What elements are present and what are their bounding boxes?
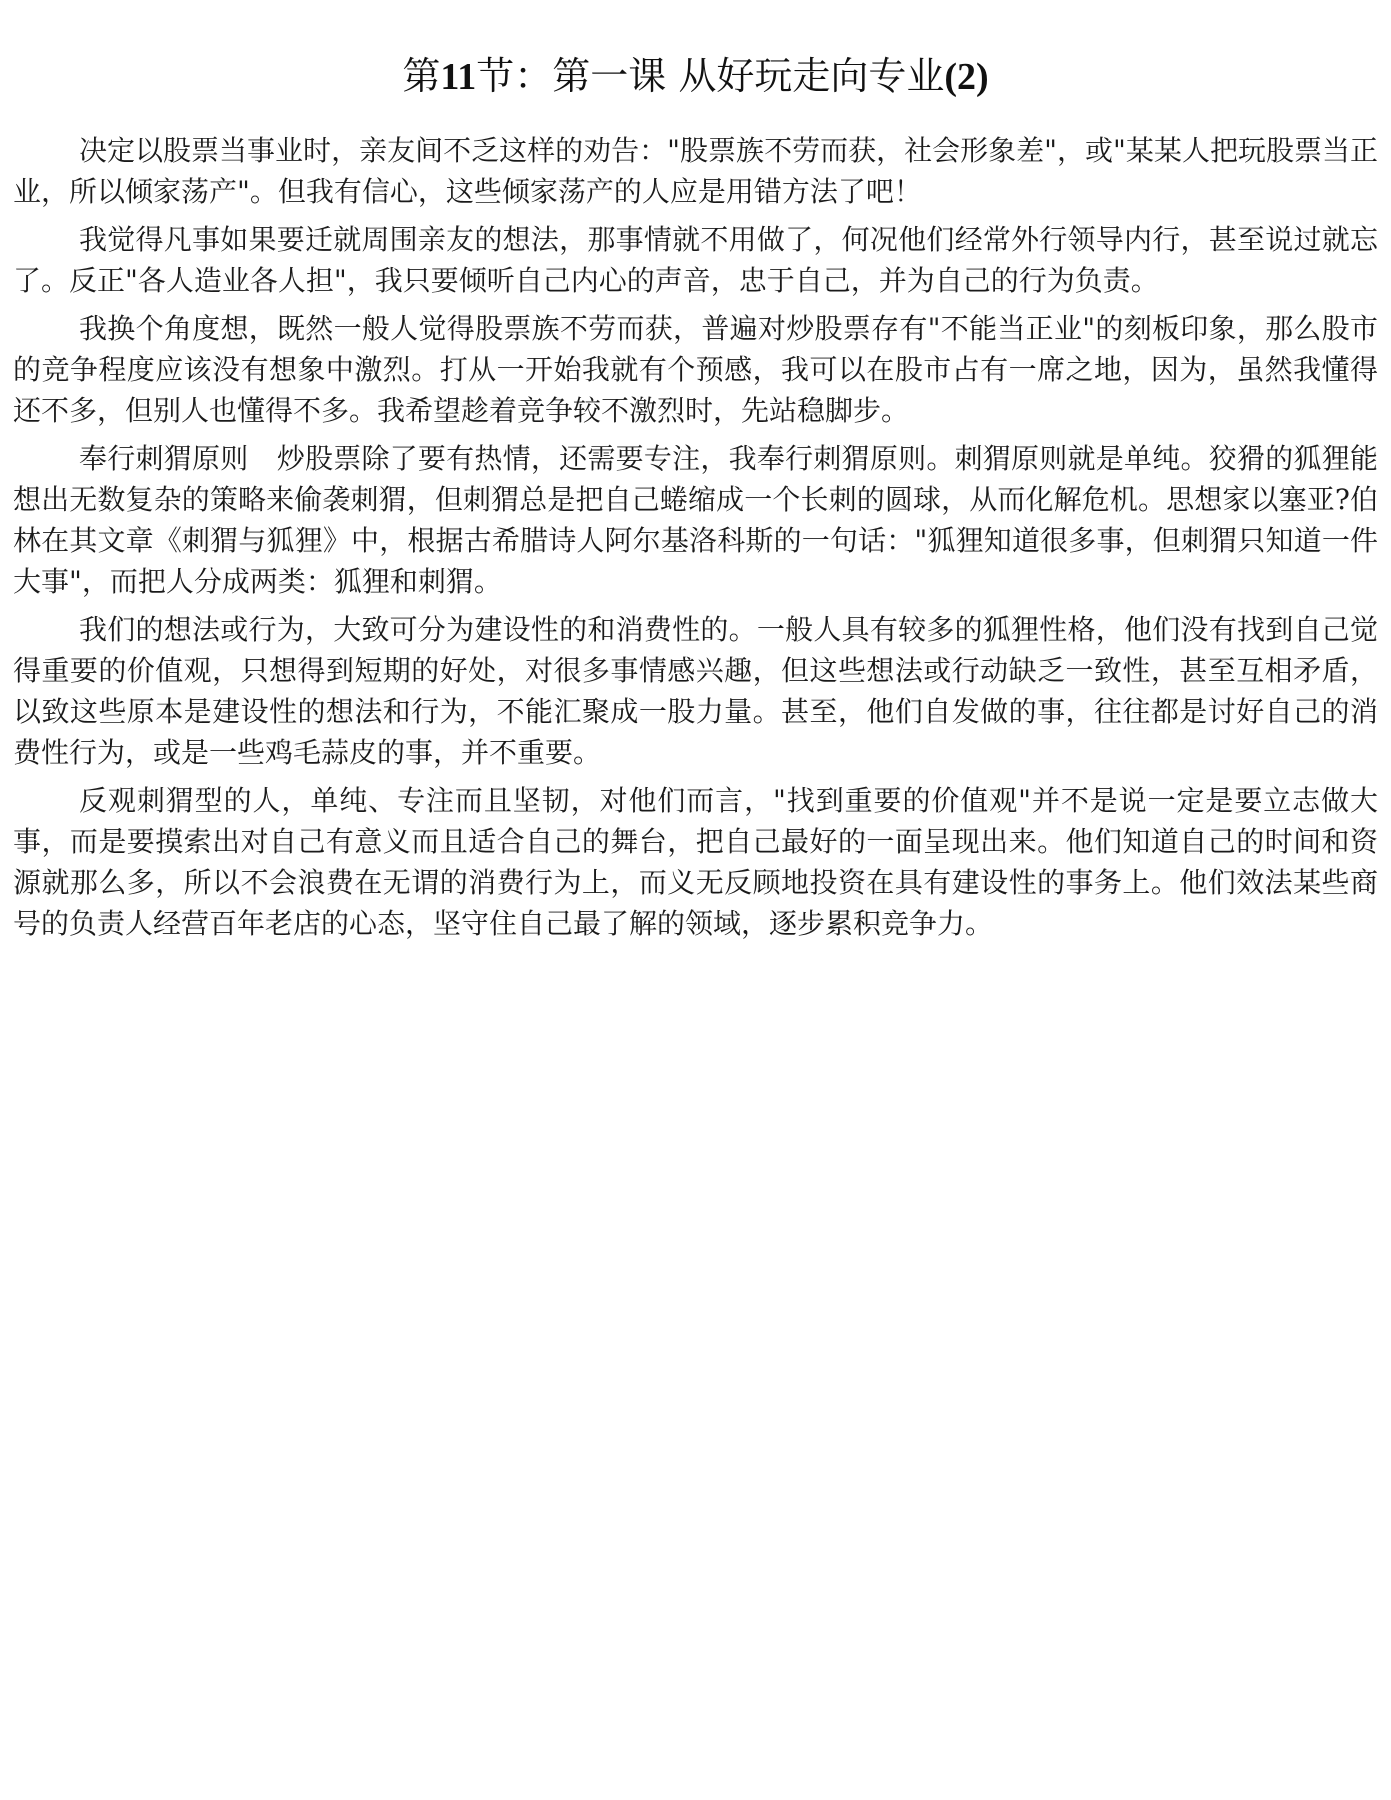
paragraph-4: 奉行刺猬原则 炒股票除了要有热情，还需要专注，我奉行刺猬原则。刺猬原则就是单纯。狡猾的狐狸能想出无数复杂的策略来偷袭刺猬，但刺猬总是把自己蜷缩成一个长刺的圆球，从而化解危机。思想家以塞亚?伯林在其文章《刺猬与狐狸》中，根据古希腊诗人阿尔基洛科斯的一句话："狐狸知道很多事，但刺猬只知道一件大事"，而把人分成两类：狐狸和刺猬。 — [13, 442, 1378, 598]
page-title — [0, 48, 1391, 105]
title-prefix: 第 — [402, 54, 441, 98]
article-body — [13, 130, 1378, 951]
paragraph-3: 我换个角度想，既然一般人觉得股票族不劳而获，普遍对炒股票存有"不能当正业"的刻板印象，那么股市的竞争程度应该没有想象中激烈。打从一开始我就有个预感，我可以在股市占有一席之地，因为，虽然我懂得还不多，但别人也懂得不多。我希望趁着竞争较不激烈时，先站稳脚步。 — [13, 312, 1378, 427]
title-suffix: (2) — [944, 56, 989, 98]
paragraph-1: 决定以股票当事业时，亲友间不乏这样的劝告："股票族不劳而获，社会形象差"，或"某某人把玩股票当正业，所以倾家荡产"。但我有信心，这些倾家荡产的人应是用错方法了吧！ — [13, 134, 1378, 208]
paragraph-5: 我们的想法或行为，大致可分为建设性的和消费性的。一般人具有较多的狐狸性格，他们没有找到自己觉得重要的价值观，只想得到短期的好处，对很多事情感兴趣，但这些想法或行动缺乏一致性，甚至互相矛盾，以致这些原本是建设性的想法和行为，不能汇聚成一股力量。甚至，他们自发做的事，往往都是讨好自己的消费性行为，或是一些鸡毛蒜皮的事，并不重要。 — [13, 613, 1378, 769]
title-number: 11 — [440, 56, 477, 98]
paragraph-6: 反观刺猬型的人，单纯、专注而且坚韧，对他们而言，"找到重要的价值观"并不是说一定是要立志做大事，而是要摸索出对自己有意义而且适合自己的舞台，把自己最好的一面呈现出来。他们知道自己的时间和资源就那么多，所以不会浪费在无谓的消费行为上，而义无反顾地投资在具有建设性的事务上。他们效法某些商号的负责人经营百年老店的心态，坚守住自己最了解的领域，逐步累积竞争力。 — [13, 784, 1378, 940]
title-text: 节：第一课 从好玩走向专业 — [476, 54, 945, 98]
paragraph-2: 我觉得凡事如果要迁就周围亲友的想法，那事情就不用做了，何况他们经常外行领导内行，甚至说过就忘了。反正"各人造业各人担"，我只要倾听自己内心的声音，忠于自己，并为自己的行为负责。 — [13, 223, 1378, 297]
